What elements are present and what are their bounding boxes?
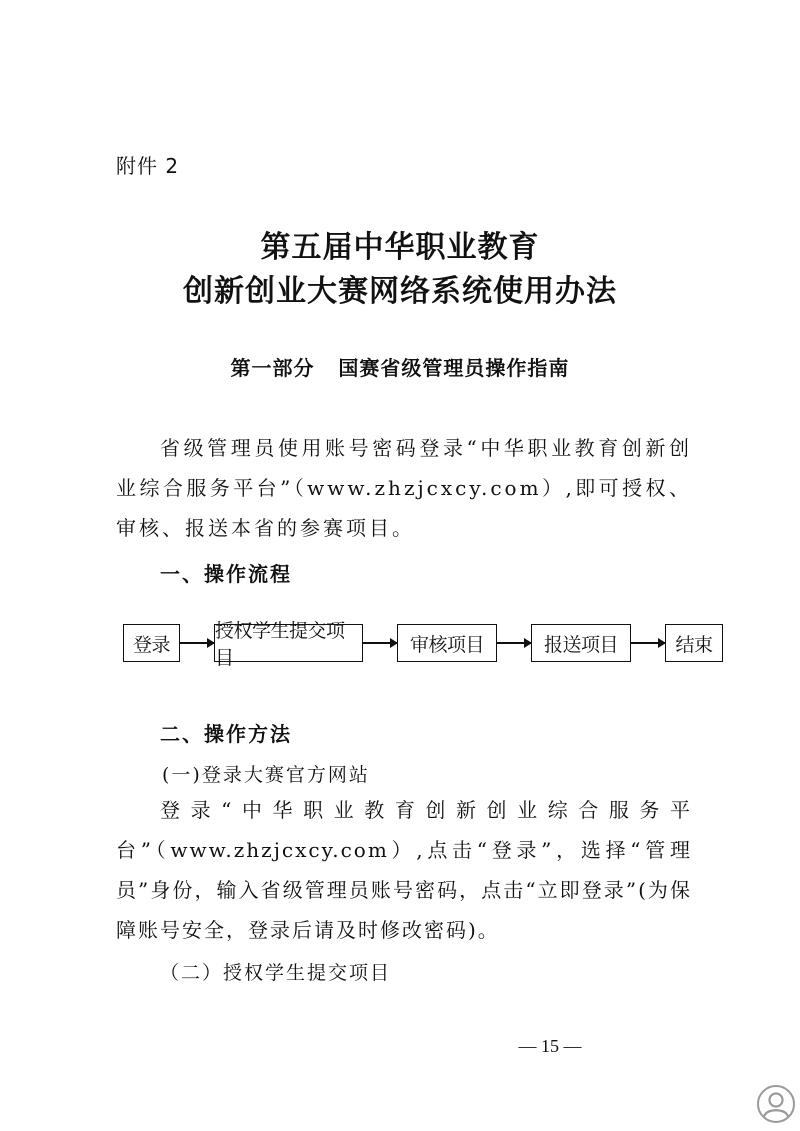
subsection-heading-login: (一)登录大赛官方网站 [162, 764, 370, 786]
flow-step-review: 审核项目 [397, 624, 497, 662]
document-title-line1: 第五届中华职业教育 [260, 230, 540, 265]
flow-step-login: 登录 [123, 624, 180, 662]
subsection-heading-authorize: （二）授权学生提交项目 [160, 962, 392, 984]
flow-step-authorize: 授权学生提交项目 [214, 624, 363, 662]
login-instructions: 登录“中华职业教育创新创业综合服务平台”（www.zhzjcxcy.com）,点击“登录”，选择“管理员”身份，输入省级管理员账号密码，点击“立即登录”(为保障账号安全，登录后请及时修改密码)。 [116, 798, 692, 942]
document-title-line2: 创新创业大赛网络系统使用办法 [183, 274, 617, 309]
section-heading-method: 二、操作方法 [160, 722, 292, 746]
section-heading-process: 一、操作流程 [160, 562, 292, 586]
part-heading: 第一部分 国赛省级管理员操作指南 [230, 356, 570, 380]
attachment-label: 附件 2 [116, 154, 180, 178]
flow-arrow [180, 642, 214, 644]
flow-arrow [363, 642, 397, 644]
flow-step-submit: 报送项目 [531, 624, 631, 662]
flow-arrow [497, 642, 531, 644]
user-avatar-icon[interactable] [756, 1084, 796, 1124]
intro-paragraph: 省级管理员使用账号密码登录“中华职业教育创新创业综合服务平台”（www.zhzjcxcy.com）,即可授权、审核、报送本省的参赛项目。 [116, 436, 692, 540]
page-number: — 15 — [518, 1036, 582, 1056]
flow-step-end: 结束 [665, 624, 723, 662]
flow-arrow [631, 642, 665, 644]
